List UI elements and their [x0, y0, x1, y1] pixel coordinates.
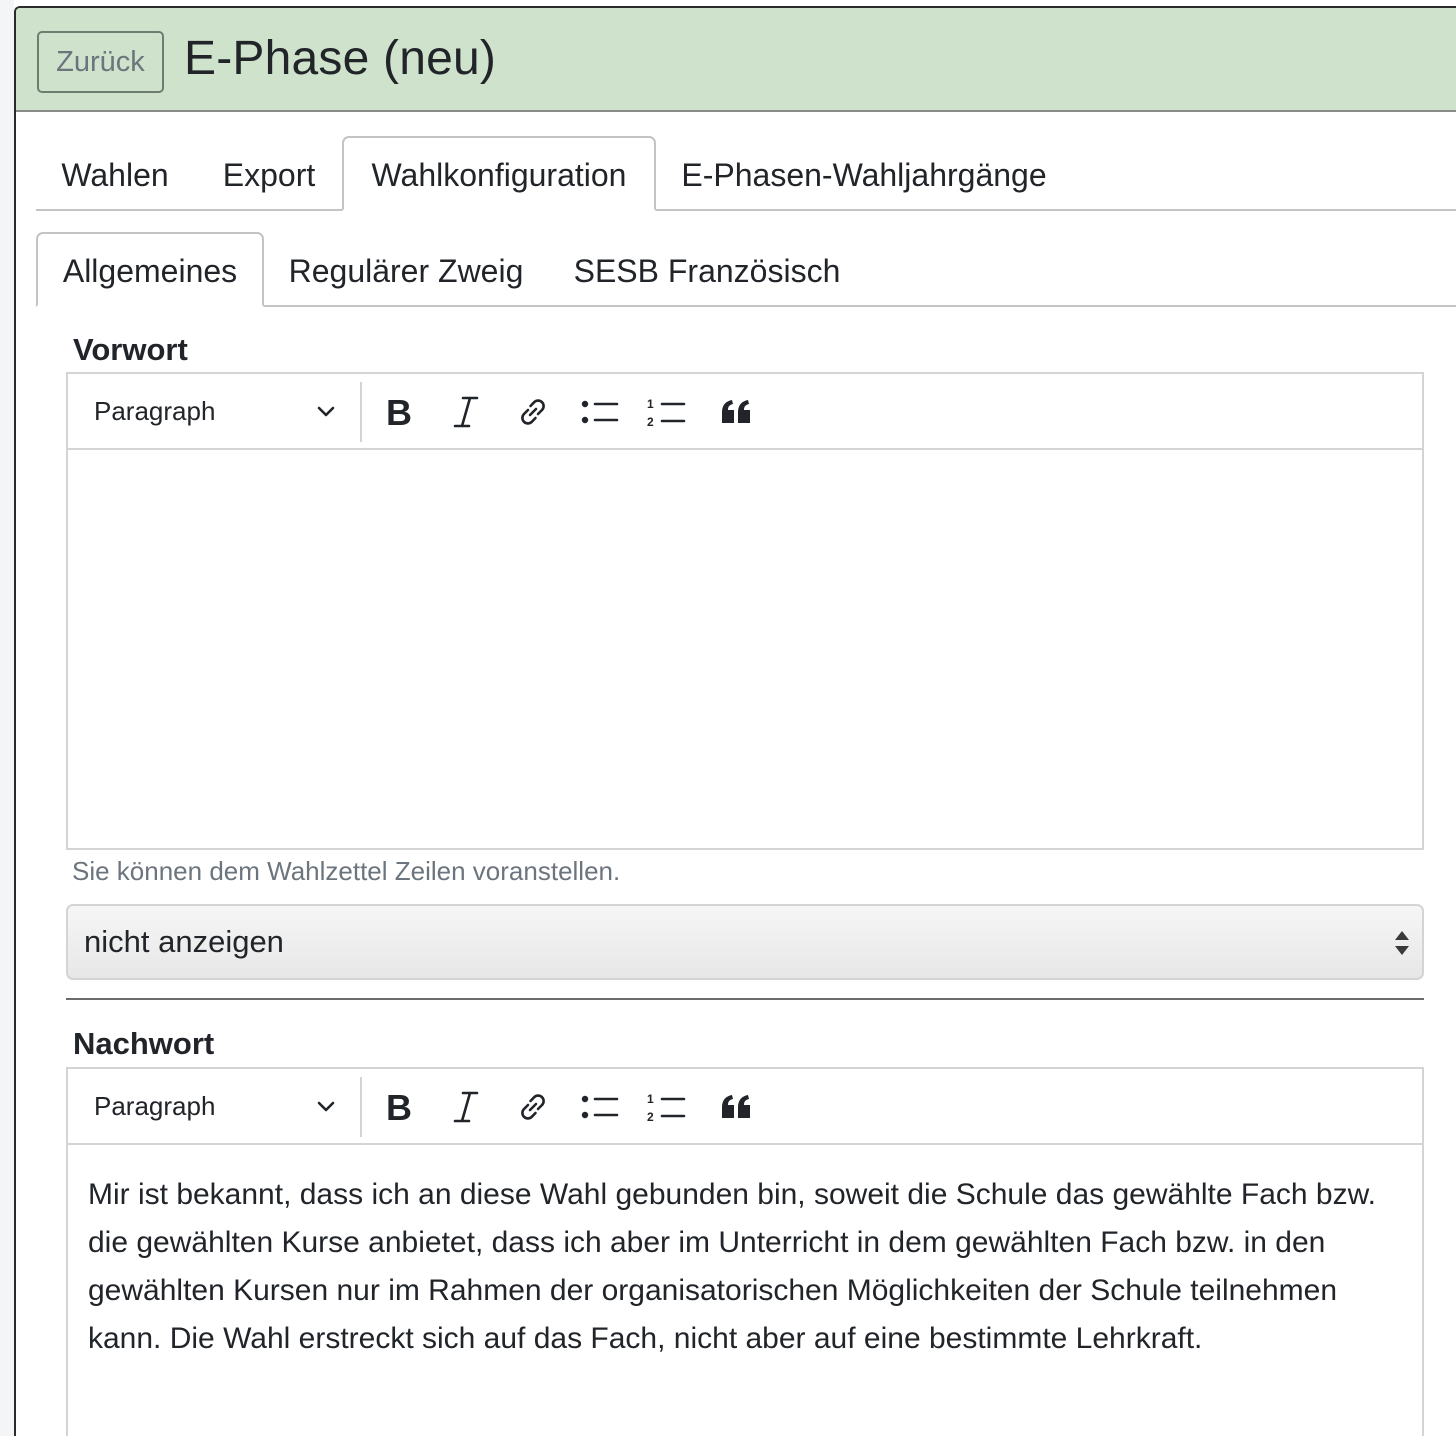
svg-text:2: 2 — [647, 1110, 654, 1123]
numbered-list-button[interactable] — [642, 1082, 692, 1132]
italic-icon — [451, 1090, 481, 1124]
format-select-label: Paragraph — [94, 1090, 216, 1121]
format-select-label: Paragraph — [94, 395, 216, 426]
nachwort-toolbar — [68, 1069, 1422, 1145]
toolbar-separator — [360, 1077, 362, 1137]
chevron-down-icon — [316, 401, 336, 421]
blockquote-button[interactable] — [712, 1082, 762, 1132]
numbered-list-icon — [647, 396, 687, 428]
tab-allgemeines[interactable]: Allgemeines — [36, 232, 264, 307]
svg-text:1: 1 — [647, 397, 654, 411]
bulleted-list-button[interactable] — [575, 1082, 625, 1132]
section-divider — [66, 998, 1424, 1000]
bulleted-list-icon — [581, 397, 619, 427]
tab-sesb-franzoesisch[interactable]: SESB Französisch — [573, 253, 841, 289]
bold-button[interactable] — [374, 387, 424, 437]
display-select-value: nicht anzeigen — [84, 924, 284, 959]
blockquote-icon — [720, 1092, 754, 1122]
back-button[interactable]: Zurück — [37, 31, 164, 93]
vorwort-display-select[interactable] — [66, 904, 1424, 980]
select-arrows-icon — [1392, 926, 1412, 960]
vorwort-editor — [66, 372, 1424, 850]
toolbar-separator — [360, 382, 362, 442]
bold-button[interactable] — [374, 1082, 424, 1132]
page-title: E-Phase (neu) — [184, 32, 497, 85]
svg-text:B: B — [386, 1090, 412, 1124]
main-tabs — [36, 136, 1456, 211]
tab-export[interactable]: Export — [222, 157, 316, 193]
svg-text:1: 1 — [647, 1092, 654, 1106]
italic-icon — [451, 395, 481, 429]
link-button[interactable] — [508, 387, 558, 437]
numbered-list-icon — [647, 1091, 687, 1123]
sub-tabs — [36, 232, 1456, 307]
blockquote-button[interactable] — [712, 387, 762, 437]
svg-text:2: 2 — [647, 415, 654, 428]
vorwort-helper-text: Sie können dem Wahlzettel Zeilen voranstellen. — [72, 856, 621, 886]
page-header — [16, 8, 1456, 112]
tab-regulaerer-zweig[interactable]: Regulärer Zweig — [288, 253, 524, 289]
nachwort-editor — [66, 1067, 1424, 1436]
vorwort-label: Vorwort — [73, 332, 188, 367]
italic-button[interactable] — [441, 387, 491, 437]
bold-icon — [384, 395, 414, 429]
link-button[interactable] — [508, 1082, 558, 1132]
nachwort-label: Nachwort — [73, 1026, 215, 1061]
vorwort-editor-body[interactable] — [68, 450, 1422, 846]
vorwort-content — [68, 450, 1422, 476]
bulleted-list-icon — [581, 1092, 619, 1122]
chevron-down-icon — [316, 1096, 336, 1116]
blockquote-icon — [720, 397, 754, 427]
link-icon — [516, 1090, 550, 1124]
vorwort-toolbar — [68, 374, 1422, 450]
tab-wahlkonfiguration[interactable]: Wahlkonfiguration — [342, 136, 656, 211]
numbered-list-button[interactable] — [642, 387, 692, 437]
nachwort-format-select[interactable] — [68, 1069, 360, 1143]
nachwort-editor-body[interactable] — [68, 1145, 1422, 1436]
bulleted-list-button[interactable] — [575, 387, 625, 437]
left-rail — [0, 0, 14, 1436]
vorwort-format-select[interactable] — [68, 374, 360, 448]
link-icon — [516, 395, 550, 429]
tab-e-phasen-wahljahrgaenge[interactable]: E-Phasen-Wahljahrgänge — [681, 157, 1047, 193]
nachwort-content: Mir ist bekannt, dass ich an diese Wahl gebunden bin, soweit die Schule das gewählte Fach bzw. die gewählten Kurse anbietet, dass ich aber im Unterricht in dem gewählten Fach bzw. in den gewählten Kursen nur im Rahmen der organisatorischen Möglichkeiten der Schule teilnehmen kann. Die Wahl erstreckt sich auf das Fach, nicht aber auf eine bestimmte Lehrkraft. — [88, 1178, 1376, 1355]
tab-wahlen[interactable]: Wahlen — [61, 157, 169, 193]
italic-button[interactable] — [441, 1082, 491, 1132]
bold-icon — [384, 1090, 414, 1124]
app-frame — [14, 6, 1456, 1436]
svg-text:B: B — [386, 395, 412, 429]
